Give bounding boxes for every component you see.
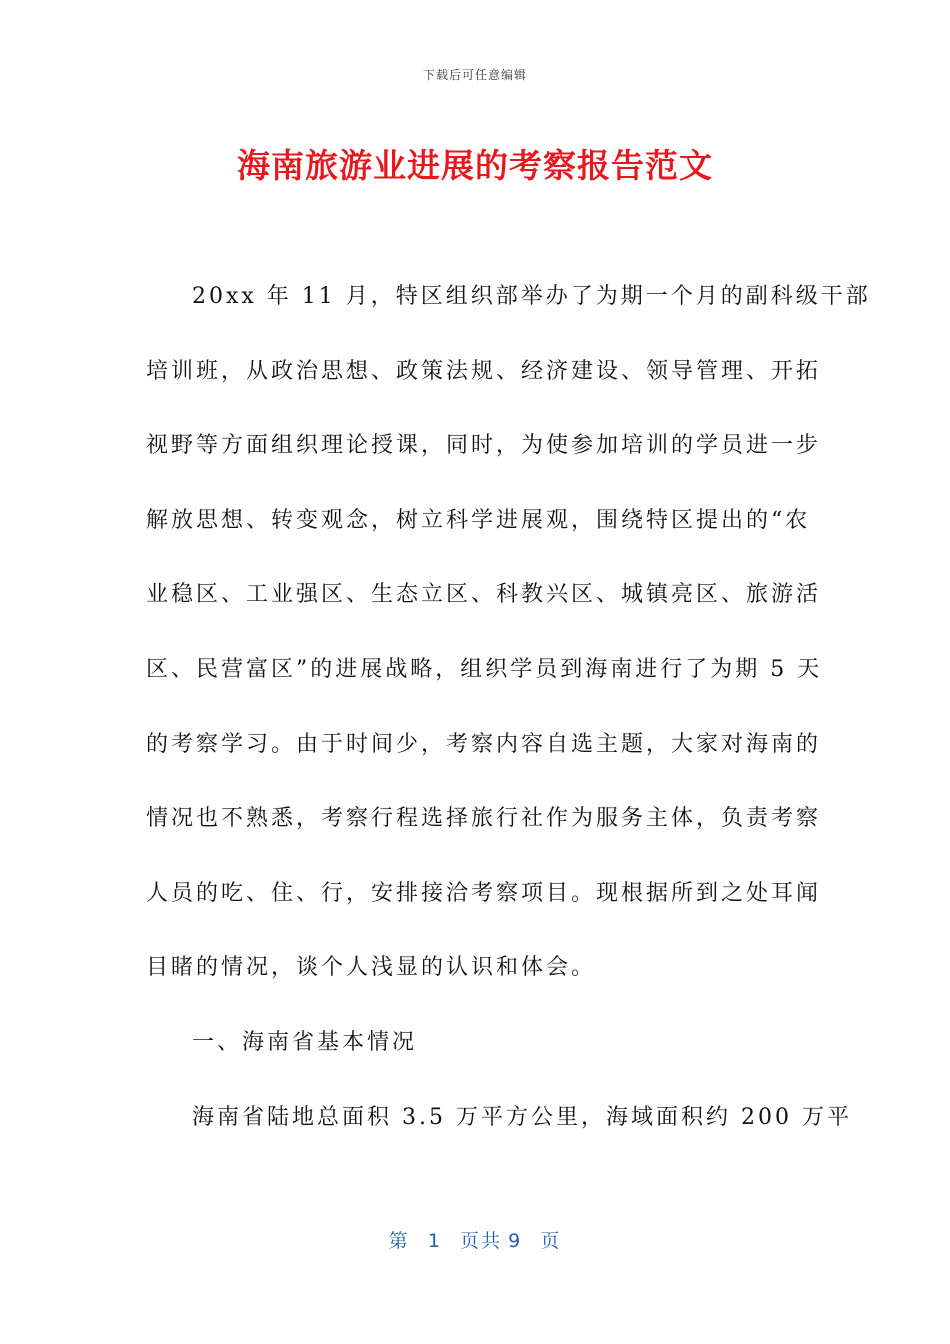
current-page-number: 1	[427, 1230, 442, 1252]
section-heading: 一、海南省基本情况	[192, 1029, 418, 1055]
page-end-label: 页	[540, 1230, 562, 1252]
paragraph-line: 的考察学习。由于时间少，考察内容自选主题，大家对海南的	[146, 731, 822, 757]
page-of-label: 页共	[460, 1230, 503, 1252]
document-body	[146, 272, 871, 1167]
paragraph-line: 情况也不熟悉，考察行程选择旅行社作为服务主体，负责考察	[146, 806, 822, 832]
paragraph-line: 区、民营富区”的进展战略，组织学员到海南进行了为期 5 天	[146, 656, 823, 682]
document-title: 海南旅游业进展的考察报告范文	[237, 146, 713, 185]
total-pages-number: 9	[508, 1230, 523, 1252]
paragraph-line: 人员的吃、住、行，安排接洽考察项目。现根据所到之处耳闻	[146, 880, 822, 906]
paragraph-line: 解放思想、转变观念，树立科学进展观，围绕特区提出的“农	[146, 507, 811, 533]
paragraph-line: 业稳区、工业强区、生态立区、科教兴区、城镇亮区、旅游活	[146, 582, 822, 608]
paragraph-line: 培训班，从政治思想、政策法规、经济建设、领导管理、开拓	[146, 358, 822, 384]
paragraph-line: 海南省陆地总面积 3.5 万平方公里，海域面积约 200 万平	[192, 1104, 852, 1130]
paragraph-line: 20xx 年 11 月，特区组织部举办了为期一个月的副科级干部	[192, 284, 871, 309]
page-label: 第	[388, 1230, 410, 1252]
page-header-note: 下载后可任意编辑	[422, 68, 527, 82]
page-number-footer	[0, 1226, 950, 1253]
paragraph-line: 目睹的情况，谈个人浅显的认识和体会。	[146, 955, 597, 981]
paragraph-line: 视野等方面组织理论授课，同时，为使参加培训的学员进一步	[146, 433, 822, 459]
